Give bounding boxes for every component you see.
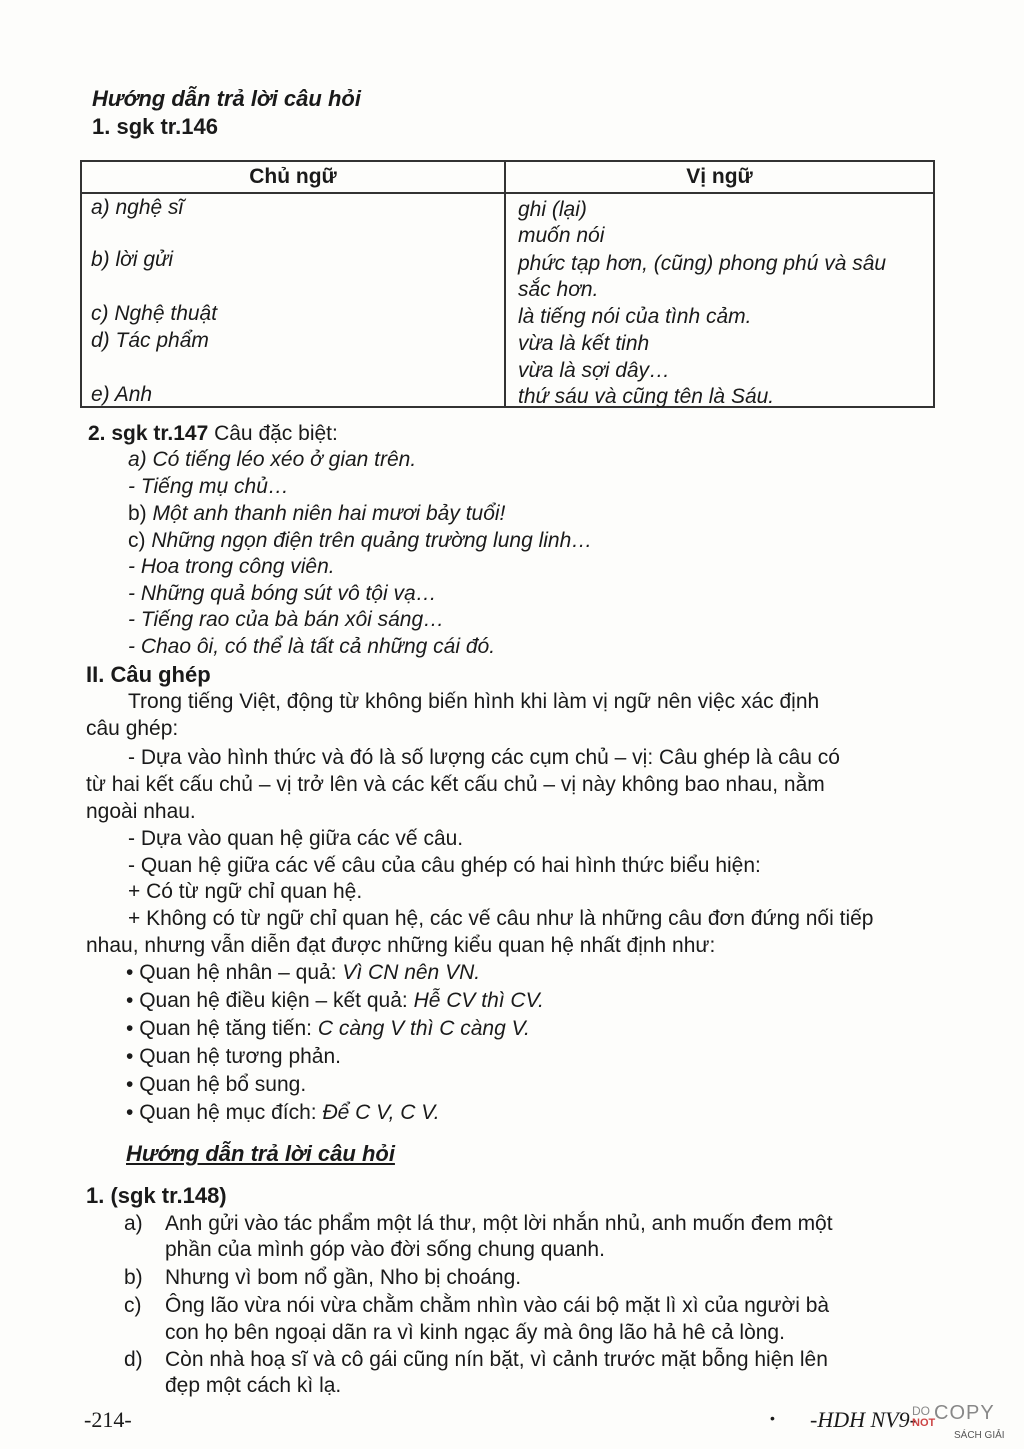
relation-bullet [126,1071,306,1098]
predicate-column [505,193,934,407]
special-sentence-item: - Hoa trong công viên. [128,555,335,578]
footer-dot: • [770,1410,775,1426]
question-2-reference: 2. sgk tr.147 [88,422,209,445]
relation-bullet [126,1043,341,1070]
subject-e: e) Anh [91,383,153,406]
answer-letter: b) [124,1266,143,1289]
answer-line: Anh gửi vào tác phẩm một lá thư, một lời nhắn nhủ, anh muốn đem một [165,1212,833,1235]
section-title-compound-sentence: II. Câu ghép [86,662,211,687]
bullet-label: Quan hệ bổ sung. [139,1073,307,1096]
paragraph-line: câu ghép: [86,717,179,740]
predicate-line: sắc hơn. [518,278,599,301]
paragraph-line: + Không có từ ngữ chỉ quan hệ, các vế câu như là những câu đơn đứng nối tiếp [128,907,874,930]
column-header-predicate: Vị ngữ [505,161,934,193]
paragraph-line: từ hai kết cấu chủ – vị trở lên và các kết cấu chủ – vị này không bao nhau, nằm [86,773,825,796]
paragraph-line: Trong tiếng Việt, động từ không biến hình khi làm vị ngữ nên việc xác định [128,690,820,713]
special-sentence-item: - Tiếng mụ chủ… [128,475,289,498]
predicate-line: là tiếng nói của tình cảm. [518,305,752,328]
question-1-reference: 1. sgk tr.146 [92,114,218,139]
answer-letter: c) [124,1294,142,1317]
predicate-line: muốn nói [518,224,605,247]
bullet-label: Quan hệ điều kiện – kết quả: [139,989,414,1012]
bullet-icon: • [126,1073,140,1096]
item-letter: c) [128,529,152,552]
watermark-logo [912,1400,1012,1440]
bullet-label: Quan hệ tương phản. [139,1045,341,1068]
subject-predicate-table [80,160,935,408]
answer-guide-heading-2: Hướng dẫn trả lời câu hỏi [126,1141,395,1166]
relation-bullet [126,987,544,1014]
relation-bullet [126,959,480,986]
item-letter: b) [128,502,153,525]
special-sentence-label: Câu đặc biệt: [208,422,338,445]
paragraph-line: - Dựa vào quan hệ giữa các vế câu. [128,827,464,850]
predicate-line: ghi (lại) [518,198,587,221]
question-2-line [88,420,338,447]
answer-line: phần của mình góp vào đời sống chung quanh. [165,1238,605,1261]
paragraph-line: nhau, nhưng vẫn diễn đạt được những kiểu quan hệ nhất định như: [86,934,716,957]
bullet-example: Hễ CV thì CV. [413,989,544,1012]
special-sentence-item: - Chao ôi, có thể là tất cả những cái đó. [128,635,496,658]
answer-line: đẹp một cách kì lạ. [165,1374,342,1397]
question-148-reference: 1. (sgk tr.148) [86,1183,227,1208]
watermark-copy: COPY [934,1402,995,1424]
answer-letter: d) [124,1348,143,1371]
answer-line: Nhưng vì bom nổ gần, Nho bị choáng. [165,1266,522,1289]
special-sentence-item: - Những quả bóng sút vô tội vạ… [128,582,437,605]
document-code: -HDH NV9- [810,1407,917,1432]
bullet-icon: • [126,1101,140,1124]
page-number: -214- [84,1407,132,1432]
subject-c: c) Nghệ thuật [91,302,218,325]
bullet-icon: • [126,989,140,1012]
answer-line: Ông lão vừa nói vừa chằm chằm nhìn vào cái bộ mặt lì xì của người bà [165,1294,830,1317]
bullet-icon: • [126,1045,140,1068]
paragraph-line: ngoài nhau. [86,800,196,823]
paragraph-line: - Dựa vào hình thức và đó là số lượng các cụm chủ – vị: Câu ghép là câu có [128,746,840,769]
predicate-line: thứ sáu và cũng tên là Sáu. [518,385,775,408]
paragraph-line: + Có từ ngữ chỉ quan hệ. [128,880,363,903]
subject-b: b) lời gửi [91,248,174,271]
predicate-line: vừa là kết tinh [518,332,650,355]
special-sentence-item: - Tiếng rao của bà bán xôi sáng… [128,608,445,631]
predicate-line: vừa là sợi dây… [518,359,671,382]
watermark-brand: SÁCH GIẢI [954,1430,1005,1441]
relation-bullet [126,1099,440,1126]
subject-column [81,193,505,407]
bullet-label: Quan hệ nhân – quả: [139,961,343,984]
answer-guide-heading: Hướng dẫn trả lời câu hỏi [92,86,361,111]
bullet-icon: • [126,1017,140,1040]
bullet-icon: • [126,961,140,984]
subject-d: d) Tác phẩm [91,329,209,352]
special-sentence-item [128,527,592,554]
bullet-label: Quan hệ mục đích: [139,1101,323,1124]
subject-a: a) nghệ sĩ [91,196,184,219]
answer-line: con họ bên ngoại dãn ra vì kinh ngạc ấy mà ông lão hả hê cả lòng. [165,1321,785,1344]
bullet-example: Để C V, C V. [322,1101,440,1124]
item-text: Một anh thanh niên hai mươi bảy tuổi! [152,502,506,525]
relation-bullet [126,1015,530,1042]
answer-letter: a) [124,1212,143,1235]
special-sentence-item: a) Có tiếng léo xéo ở gian trên. [128,448,417,471]
paragraph-line: - Quan hệ giữa các vế câu của câu ghép có hai hình thức biểu hiện: [128,854,761,877]
bullet-example: Vì CN nên VN. [342,961,481,984]
bullet-example: C càng V thì C càng V. [317,1017,530,1040]
answer-line: Còn nhà hoạ sĩ và cô gái cũng nín bặt, vì cảnh trước mặt bỗng hiện lên [165,1348,828,1371]
column-header-subject: Chủ ngữ [81,161,505,193]
item-text: Những ngọn điện trên quảng trường lung linh… [151,529,593,552]
watermark-do: DO [912,1404,930,1418]
bullet-label: Quan hệ tăng tiến: [139,1017,318,1040]
predicate-line: phức tạp hơn, (cũng) phong phú và sâu [518,252,887,275]
watermark-not: NOT [912,1417,936,1429]
special-sentence-item [128,500,505,527]
